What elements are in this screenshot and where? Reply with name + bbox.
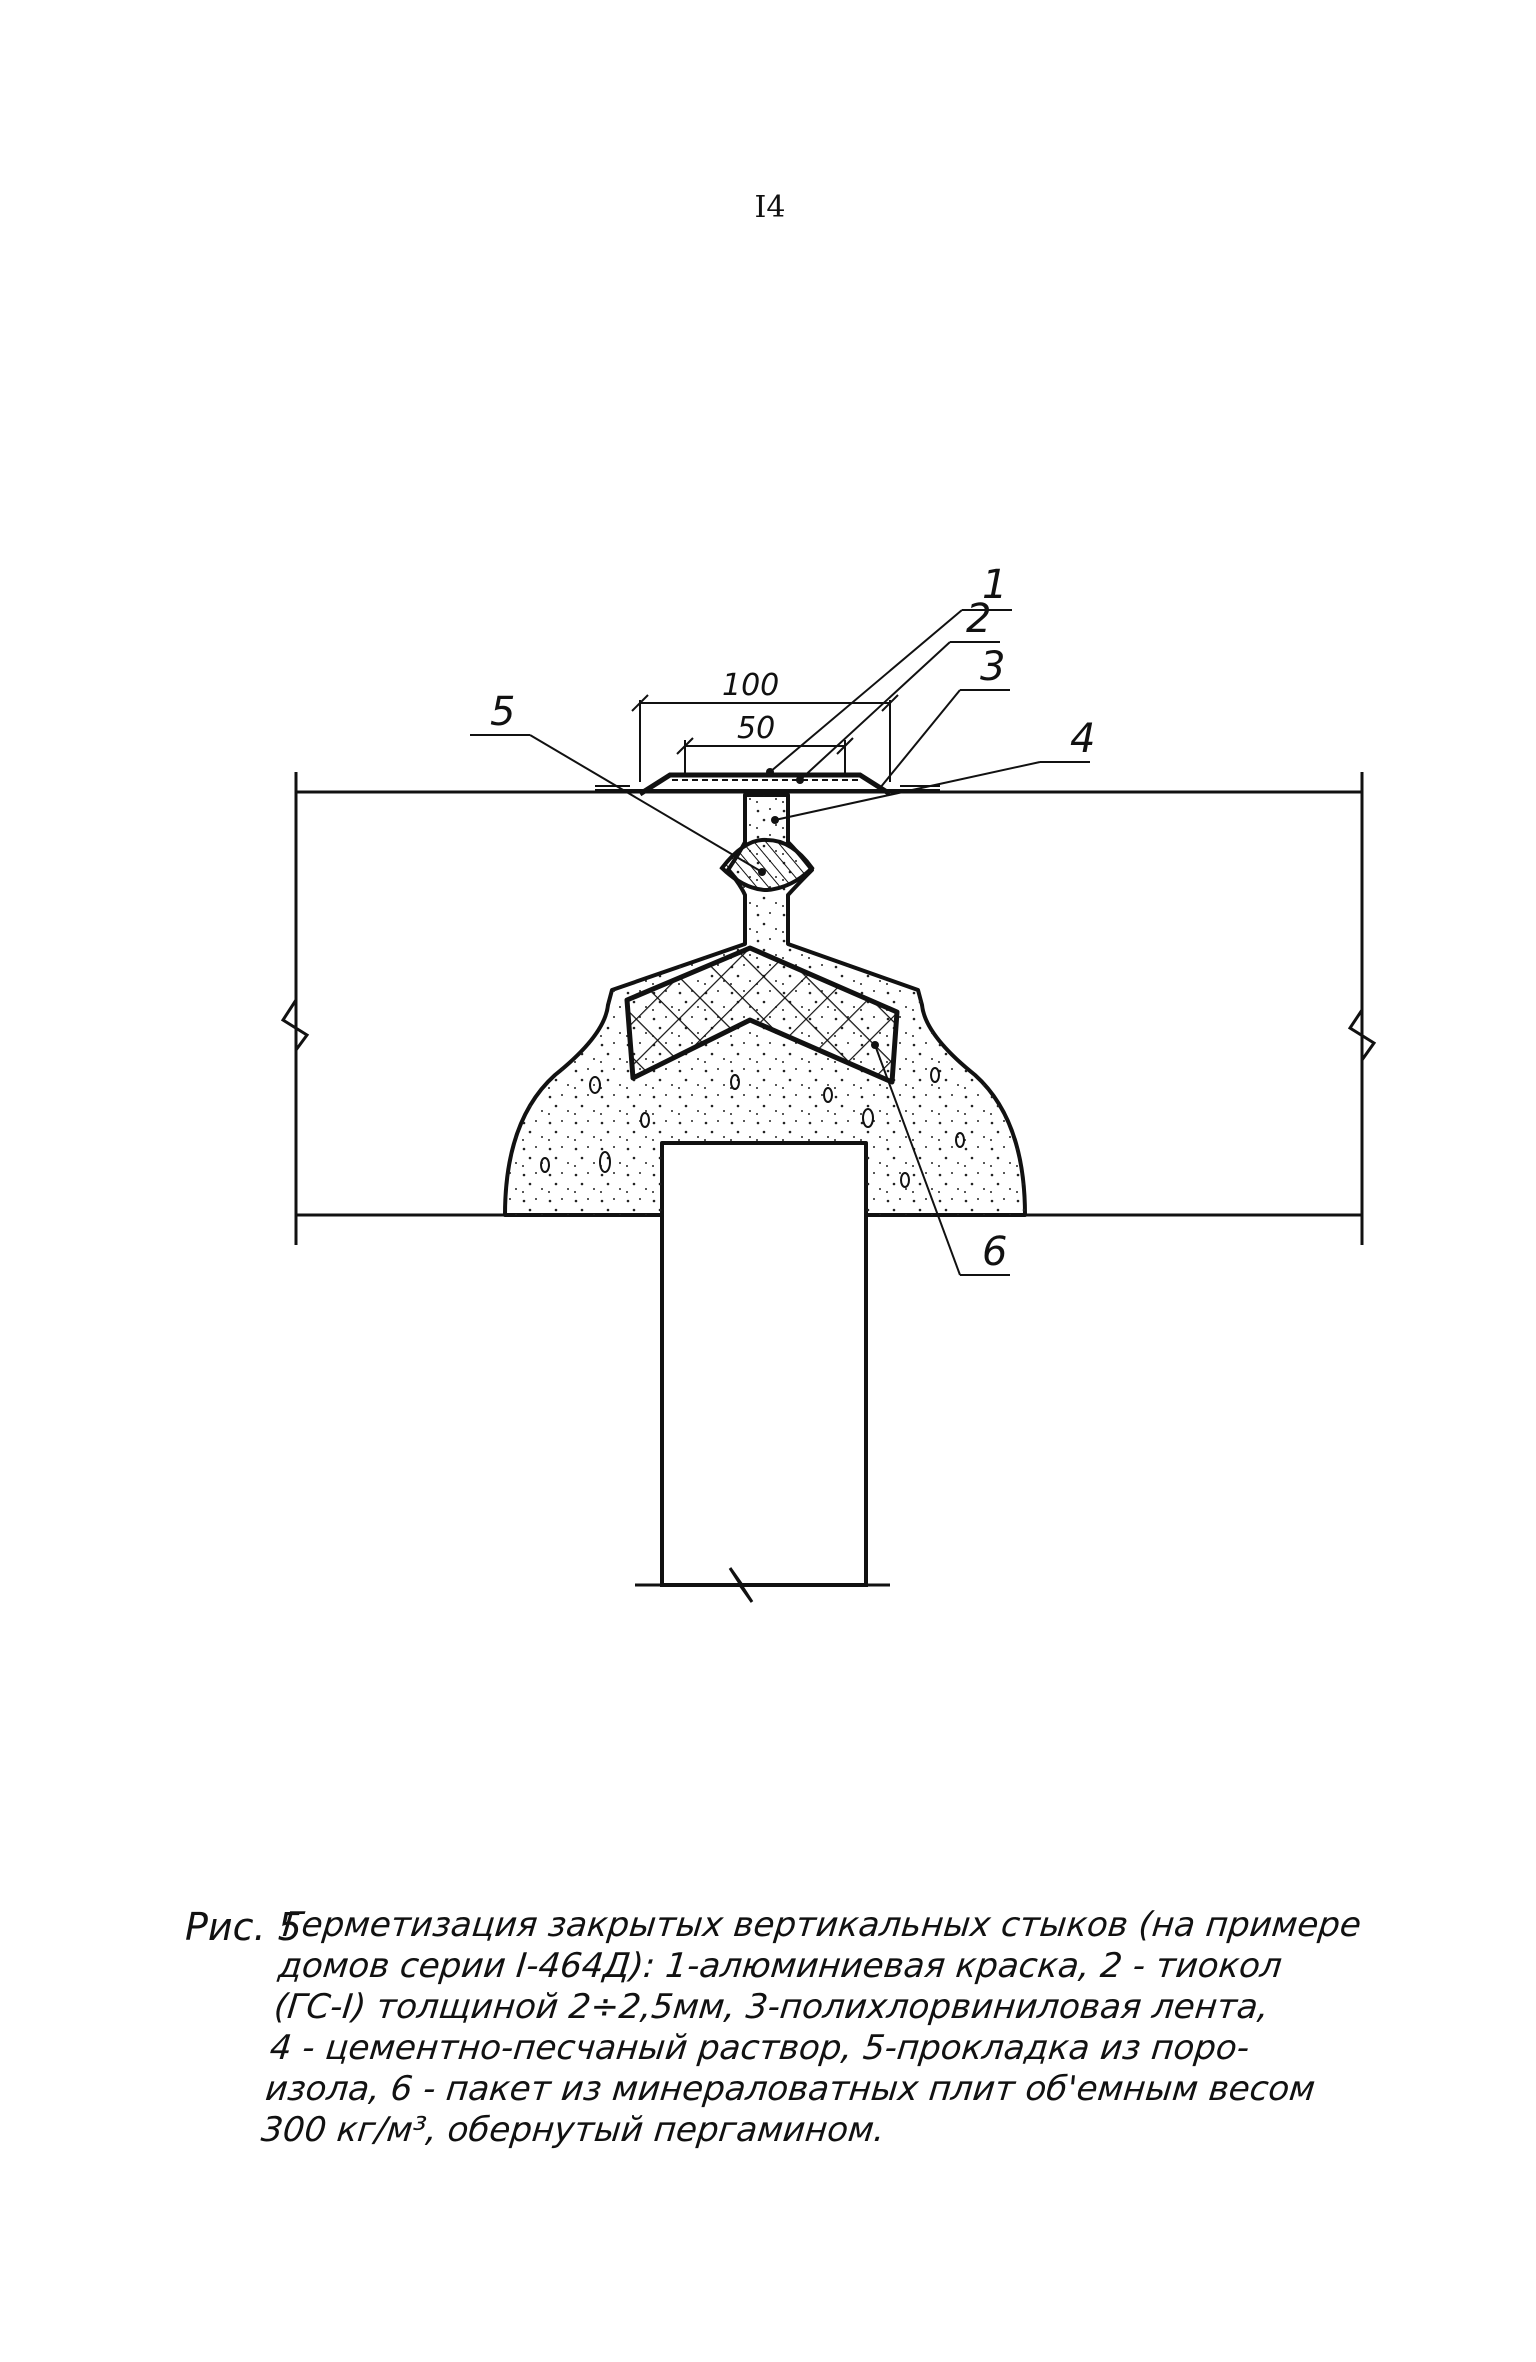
cross-wall-panel bbox=[662, 1143, 866, 1585]
caption-line: изола, 6 - пакет из минераловатных плит об'емным весом bbox=[263, 2069, 1318, 2109]
callout-4: 4 bbox=[1070, 716, 1096, 762]
caption-line: Герметизация закрытых вертикальных стыков (на примере bbox=[280, 1905, 1364, 1945]
callout-1: 1 bbox=[982, 562, 1008, 608]
callout-5: 5 bbox=[490, 689, 516, 735]
caption-line: (ГС-I) толщиной 2÷2,5мм, 3-полихлорвиниловая лента, bbox=[272, 1987, 1271, 2027]
callout-2: 2 bbox=[966, 596, 992, 642]
figure-label: Рис. 5 bbox=[185, 1905, 302, 1949]
callout-3: 3 bbox=[980, 644, 1006, 690]
page-number: I4 bbox=[754, 190, 786, 225]
caption-line: 4 - цементно-песчаный раствор, 5-прокладка из поро- bbox=[267, 2028, 1252, 2068]
dimension-inner: 50 bbox=[737, 711, 776, 746]
caption-line: домов серии I-464Д): 1-алюминиевая краска, 2 - тиокол bbox=[276, 1946, 1284, 1986]
dimension-outer: 100 bbox=[722, 668, 780, 703]
caption-line: 300 кг/м³, обернутый пергамином. bbox=[259, 2110, 887, 2150]
caption-text bbox=[259, 1905, 1415, 2151]
callout-6: 6 bbox=[982, 1229, 1008, 1275]
